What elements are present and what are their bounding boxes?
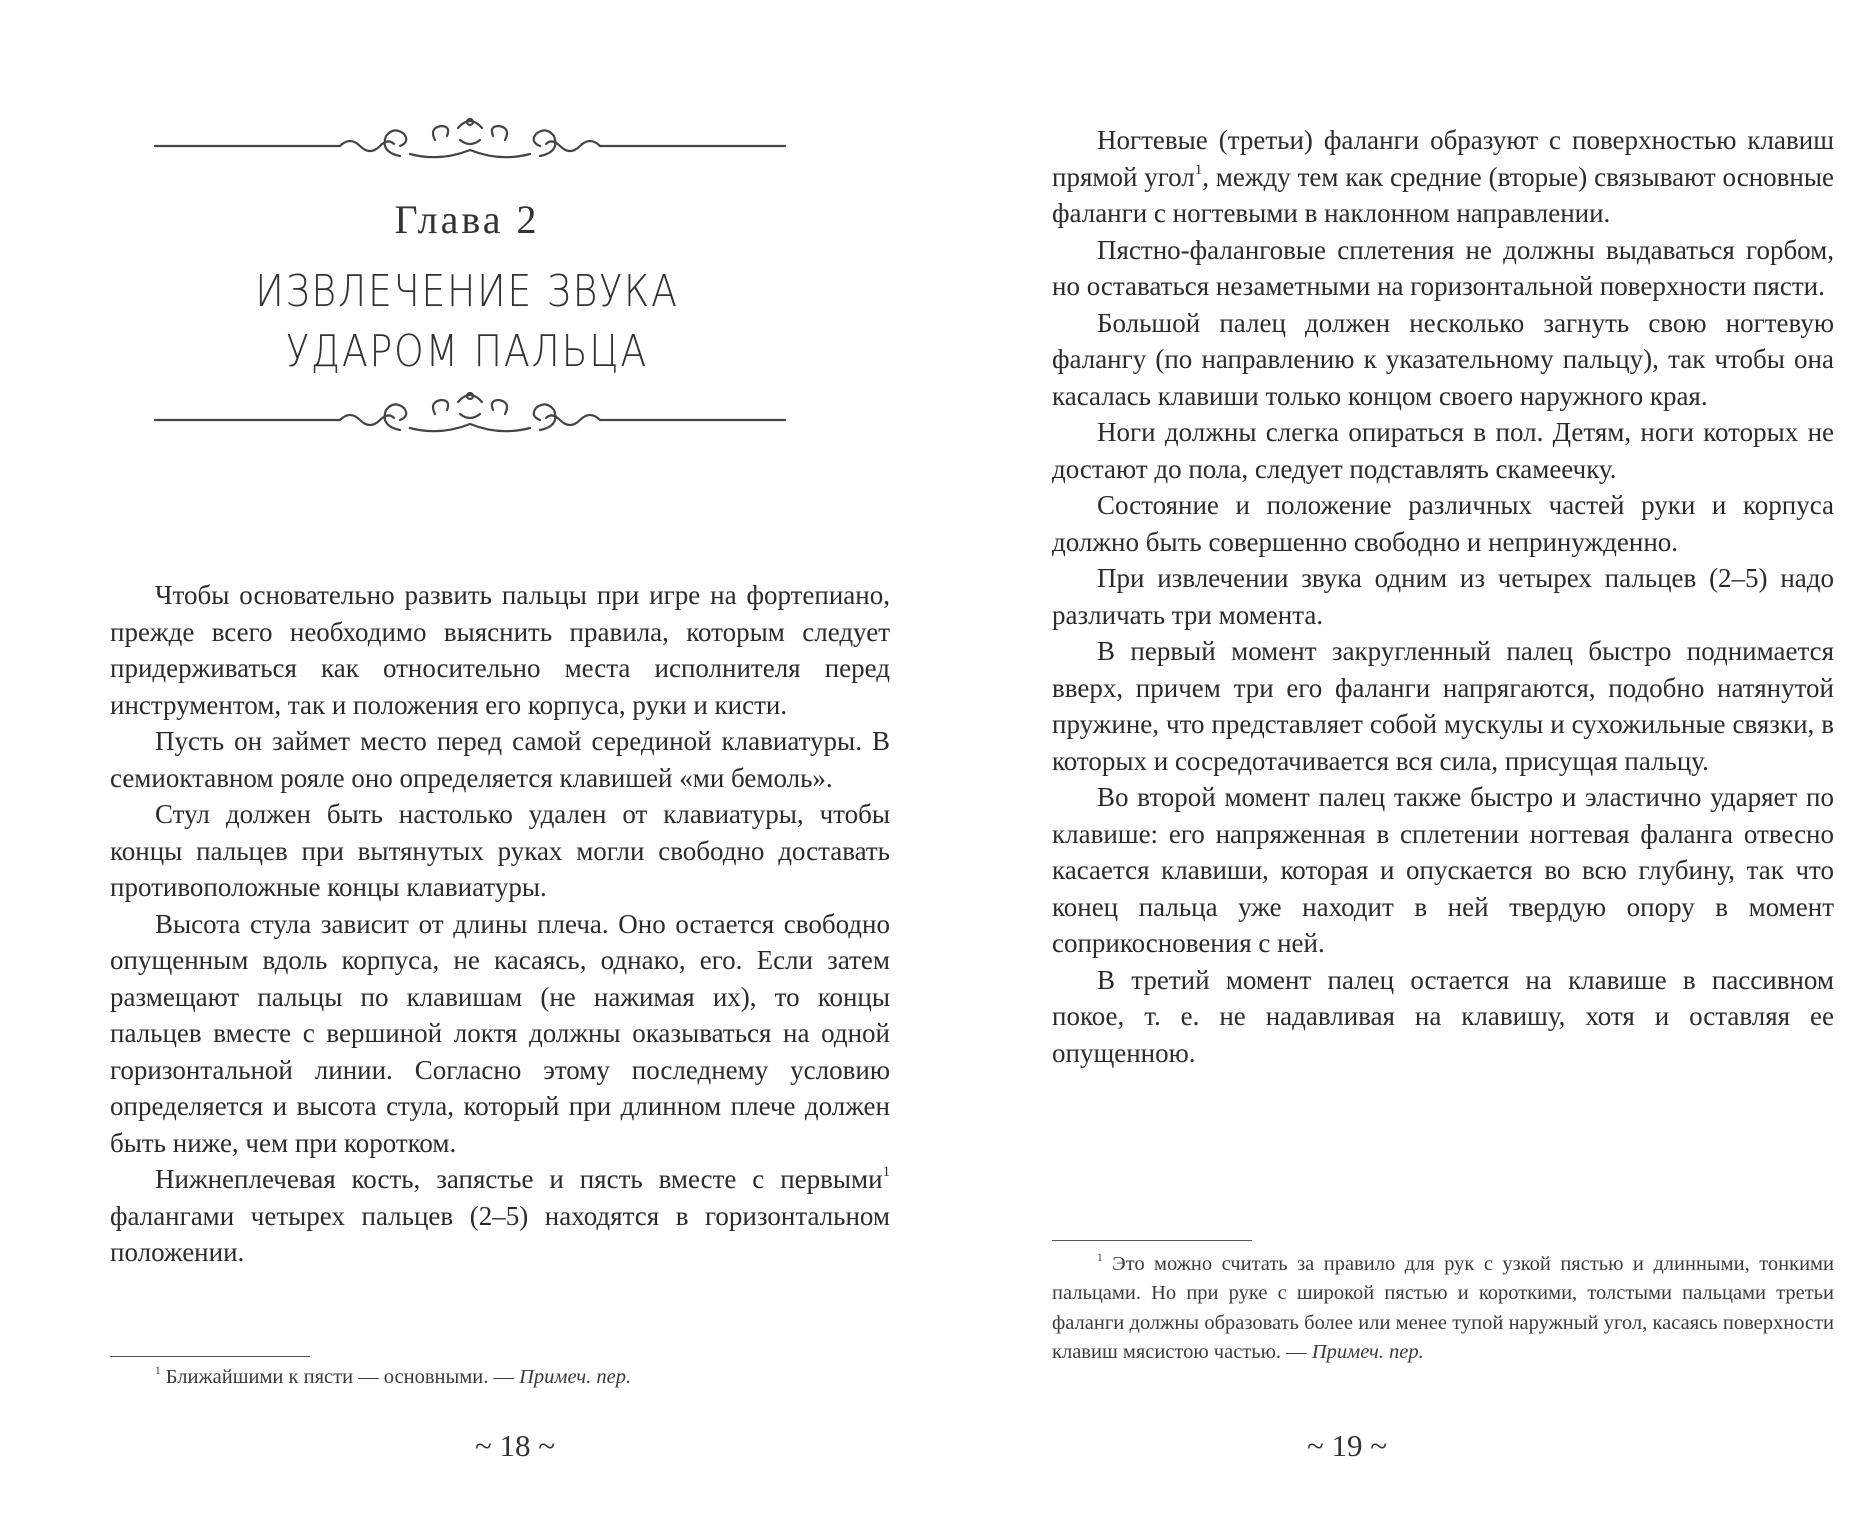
footnote-text: Ближайшими к пясти — основными. — (160, 1366, 520, 1388)
footnote-mark: 1 (1097, 1251, 1103, 1264)
right-body-text (1052, 122, 1834, 1071)
page-number: ~ 18 ~ (474, 1428, 556, 1463)
ornament-divider-top (40, 110, 900, 180)
footnote-attribution: Примеч. пер. (519, 1366, 632, 1388)
paragraph-text: Ногтевые (третьи) фаланги образуют с поверхностью клавиш прямой угол (1052, 125, 1834, 192)
chapter-number: Глава 2 (394, 197, 540, 242)
chapter-title-line: ИЗВЛЕЧЕНИЕ ЗВУКА (255, 266, 679, 317)
paragraph (1052, 122, 1834, 232)
footnote-attribution: Примеч. пер. (1311, 1340, 1424, 1363)
paragraph: Во второй момент палец также быстро и эластично ударяет по клавише: его напряженная в сплетении ногтевая фаланга отвесно касается клавиши, которая и опускается во всю глубину, так что конец пальца уже находит в ней твердую опору в момент соприкосновения с ней. (1052, 782, 1834, 958)
paragraph-text: , между тем как средние (вторые) связывают основные фаланги с ногтевыми в наклонном направлении. (1052, 161, 1834, 228)
flourish-icon (40, 110, 900, 180)
right-footnote (1052, 1250, 1834, 1367)
footnote-text: Это можно считать за правило для рук с узкой пястью и длинными, тонкими пальцами. Но при руке с широкой пястью и короткими, толстыми пальцами третьи фаланги должны образовать более или менее тупой наружный угол, касаясь поверхности клавиш мясистою частью. — (1052, 1253, 1834, 1363)
page-number: ~ 19 ~ (1306, 1428, 1388, 1463)
footnote-mark: 1 (1194, 161, 1203, 178)
chapter-title-line: УДАРОМ ПАЛЬЦА (286, 326, 648, 377)
paragraph: В третий момент палец остается на клавише в пассивном покое, т. е. не надавливая на клавишу, хотя и оставляя ее опущенною. (1052, 964, 1834, 1068)
paragraph: Ноги должны слегка опираться в пол. Детям, ноги которых не достают до пола, следует подставлять скамеечку. (1052, 417, 1834, 484)
footnote-separator (1052, 1240, 1252, 1241)
paragraph: Чтобы основательно развить пальцы при игре на фортепиано, прежде всего необходимо выяснить правила, которым следует придерживаться как относительно места исполнителя перед инструментом, так и положения его корпуса, руки и кисти. (110, 580, 890, 720)
paragraph: Высота стула зависит от длины плеча. Оно остается свободно опущенным вдоль корпуса, не касаясь, однако, его. Если затем размещают пальцы по клавишам (не нажимая их), то концы пальцев вместе с вершиной локтя должны оказываться на одной горизонтальной линии. Согласно этому последнему условию определяется и высота стула, который при длинном плече должен быть ниже, чем при коротком. (110, 908, 890, 1158)
left-footnote (110, 1363, 890, 1392)
paragraph: Стул должен быть настолько удален от клавиатуры, чтобы концы пальцев при вытянутых руках могли свободно доставать противоположные концы клавиатуры. (110, 799, 890, 902)
paragraph: Пусть он займет место перед самой серединой клавиатуры. В семиоктавном рояле оно определяется клавишей «ми бемоль». (110, 726, 890, 793)
paragraph: Пястно-фаланговые сплетения не должны выдаваться горбом, но оставаться незаметными на горизонтальной поверхности пясти. (1052, 234, 1834, 301)
right-page (934, 0, 1868, 1513)
paragraph (110, 1161, 890, 1271)
footnote-mark: 1 (882, 1164, 890, 1181)
footnote-mark: 1 (155, 1364, 161, 1377)
paragraph-text: Нижнеплечевая кость, запястье и пясть вместе с первыми (155, 1164, 883, 1194)
paragraph: Большой палец должен несколько загнуть свою ногтевую фалангу (по направлению к указательному пальцу), так чтобы она касалась клавиши только концом своего наружного края. (1052, 307, 1834, 411)
paragraph: При извлечении звука одним из четырех пальцев (2–5) надо различать три момента. (1052, 563, 1834, 630)
paragraph-text: фалангами четырех пальцев (2–5) находятся в горизонтальном положении. (110, 1200, 890, 1267)
left-body-text (110, 577, 890, 1271)
footnote-separator (110, 1356, 310, 1357)
ornament-divider-bottom (40, 384, 900, 454)
chapter-title (65, 262, 868, 382)
flourish-icon (40, 384, 900, 454)
paragraph: В первый момент закругленный палец быстро поднимается вверх, причем три его фаланги напрягаются, подобно натянутой пружине, что представляет собой мускулы и сухожильные связки, в которых и сосредотачивается вся сила, присущая пальцу. (1052, 636, 1834, 776)
paragraph: Состояние и положение различных частей руки и корпуса должно быть совершенно свободно и непринужденно. (1052, 490, 1834, 557)
